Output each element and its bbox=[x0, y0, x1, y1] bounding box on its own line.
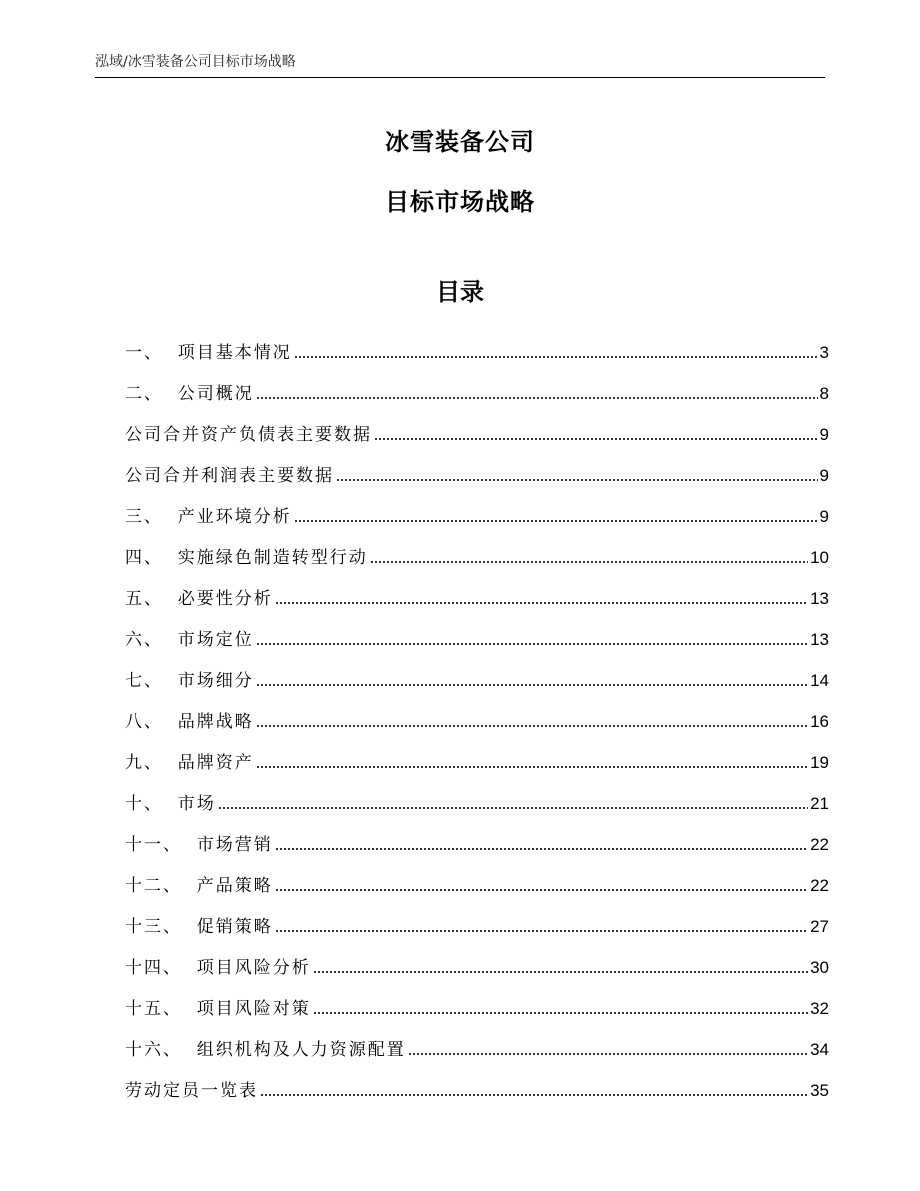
toc-entry[interactable] bbox=[125, 773, 829, 814]
table-of-contents bbox=[125, 322, 829, 1101]
toc-entry[interactable] bbox=[125, 527, 829, 568]
toc-entry[interactable] bbox=[125, 691, 829, 732]
toc-entry[interactable] bbox=[125, 609, 829, 650]
toc-leader-dots bbox=[275, 930, 808, 932]
toc-leader-dots bbox=[256, 684, 808, 686]
toc-entry-label: 劳动定员一览表 bbox=[125, 1081, 258, 1101]
toc-leader-dots bbox=[275, 602, 808, 604]
toc-entry-page: 8 bbox=[819, 384, 829, 403]
toc-entry-page: 9 bbox=[819, 425, 829, 444]
toc-entry-label: 一、 项目基本情况 bbox=[125, 343, 292, 363]
toc-leader-dots bbox=[256, 643, 808, 645]
toc-entry-page: 9 bbox=[819, 507, 829, 526]
toc-leader-dots bbox=[370, 561, 808, 563]
toc-leader-dots bbox=[256, 766, 808, 768]
toc-entry-page: 21 bbox=[810, 794, 829, 813]
toc-entry-label: 公司合并利润表主要数据 bbox=[125, 466, 334, 486]
running-header: 泓域/冰雪装备公司目标市场战略 bbox=[95, 51, 825, 78]
toc-entry[interactable] bbox=[125, 322, 829, 363]
toc-entry[interactable] bbox=[125, 404, 829, 445]
toc-entry-label: 七、 市场细分 bbox=[125, 671, 254, 691]
toc-entry-label: 四、 实施绿色制造转型行动 bbox=[125, 548, 368, 568]
toc-leader-dots bbox=[260, 1094, 808, 1096]
toc-entry-label: 二、 公司概况 bbox=[125, 384, 254, 404]
toc-heading: 目录 bbox=[436, 278, 484, 306]
toc-entry[interactable] bbox=[125, 814, 829, 855]
toc-leader-dots bbox=[313, 1012, 808, 1014]
toc-entry-label: 十、 市场 bbox=[125, 794, 216, 814]
toc-entry[interactable] bbox=[125, 650, 829, 691]
toc-entry-label: 公司合并资产负债表主要数据 bbox=[125, 425, 372, 445]
toc-leader-dots bbox=[336, 479, 818, 481]
toc-leader-dots bbox=[313, 971, 808, 973]
toc-entry-label: 十一、 市场营销 bbox=[125, 835, 273, 855]
toc-entry[interactable] bbox=[125, 978, 829, 1019]
toc-leader-dots bbox=[374, 438, 818, 440]
toc-entry-page: 19 bbox=[810, 753, 829, 772]
toc-entry-page: 34 bbox=[810, 1040, 829, 1059]
document-subtitle: 目标市场战略 bbox=[385, 188, 535, 216]
toc-entry[interactable] bbox=[125, 855, 829, 896]
toc-entry[interactable] bbox=[125, 445, 829, 486]
toc-entry-label: 六、 市场定位 bbox=[125, 630, 254, 650]
toc-entry[interactable] bbox=[125, 486, 829, 527]
toc-entry-page: 10 bbox=[810, 548, 829, 567]
toc-leader-dots bbox=[256, 397, 818, 399]
toc-leader-dots bbox=[294, 520, 818, 522]
toc-entry[interactable] bbox=[125, 896, 829, 937]
toc-leader-dots bbox=[256, 725, 808, 727]
document-title: 冰雪装备公司 bbox=[385, 128, 535, 156]
toc-leader-dots bbox=[275, 848, 808, 850]
toc-entry-label: 十四、 项目风险分析 bbox=[125, 958, 311, 978]
toc-entry-page: 16 bbox=[810, 712, 829, 731]
toc-entry-page: 22 bbox=[810, 835, 829, 854]
toc-entry[interactable] bbox=[125, 1060, 829, 1101]
toc-entry-label: 十二、 产品策略 bbox=[125, 876, 273, 896]
toc-entry-page: 13 bbox=[810, 630, 829, 649]
toc-entry-page: 30 bbox=[810, 958, 829, 977]
toc-entry-page: 3 bbox=[819, 343, 829, 362]
toc-entry[interactable] bbox=[125, 363, 829, 404]
toc-entry-page: 22 bbox=[810, 876, 829, 895]
toc-entry[interactable] bbox=[125, 568, 829, 609]
toc-entry-label: 十六、 组织机构及人力资源配置 bbox=[125, 1040, 406, 1060]
toc-entry-page: 32 bbox=[810, 999, 829, 1018]
toc-entry-page: 27 bbox=[810, 917, 829, 936]
toc-leader-dots bbox=[294, 356, 818, 358]
toc-entry[interactable] bbox=[125, 937, 829, 978]
toc-entry-page: 14 bbox=[810, 671, 829, 690]
toc-entry-label: 九、 品牌资产 bbox=[125, 753, 254, 773]
toc-entry-label: 三、 产业环境分析 bbox=[125, 507, 292, 527]
toc-entry-page: 13 bbox=[810, 589, 829, 608]
toc-leader-dots bbox=[275, 889, 808, 891]
toc-entry[interactable] bbox=[125, 732, 829, 773]
toc-entry-label: 五、 必要性分析 bbox=[125, 589, 273, 609]
toc-entry-page: 9 bbox=[819, 466, 829, 485]
toc-entry[interactable] bbox=[125, 1019, 829, 1060]
toc-entry-page: 35 bbox=[810, 1081, 829, 1100]
toc-leader-dots bbox=[408, 1053, 808, 1055]
toc-entry-label: 八、 品牌战略 bbox=[125, 712, 254, 732]
toc-entry-label: 十五、 项目风险对策 bbox=[125, 999, 311, 1019]
toc-entry-label: 十三、 促销策略 bbox=[125, 917, 273, 937]
toc-leader-dots bbox=[218, 807, 808, 809]
